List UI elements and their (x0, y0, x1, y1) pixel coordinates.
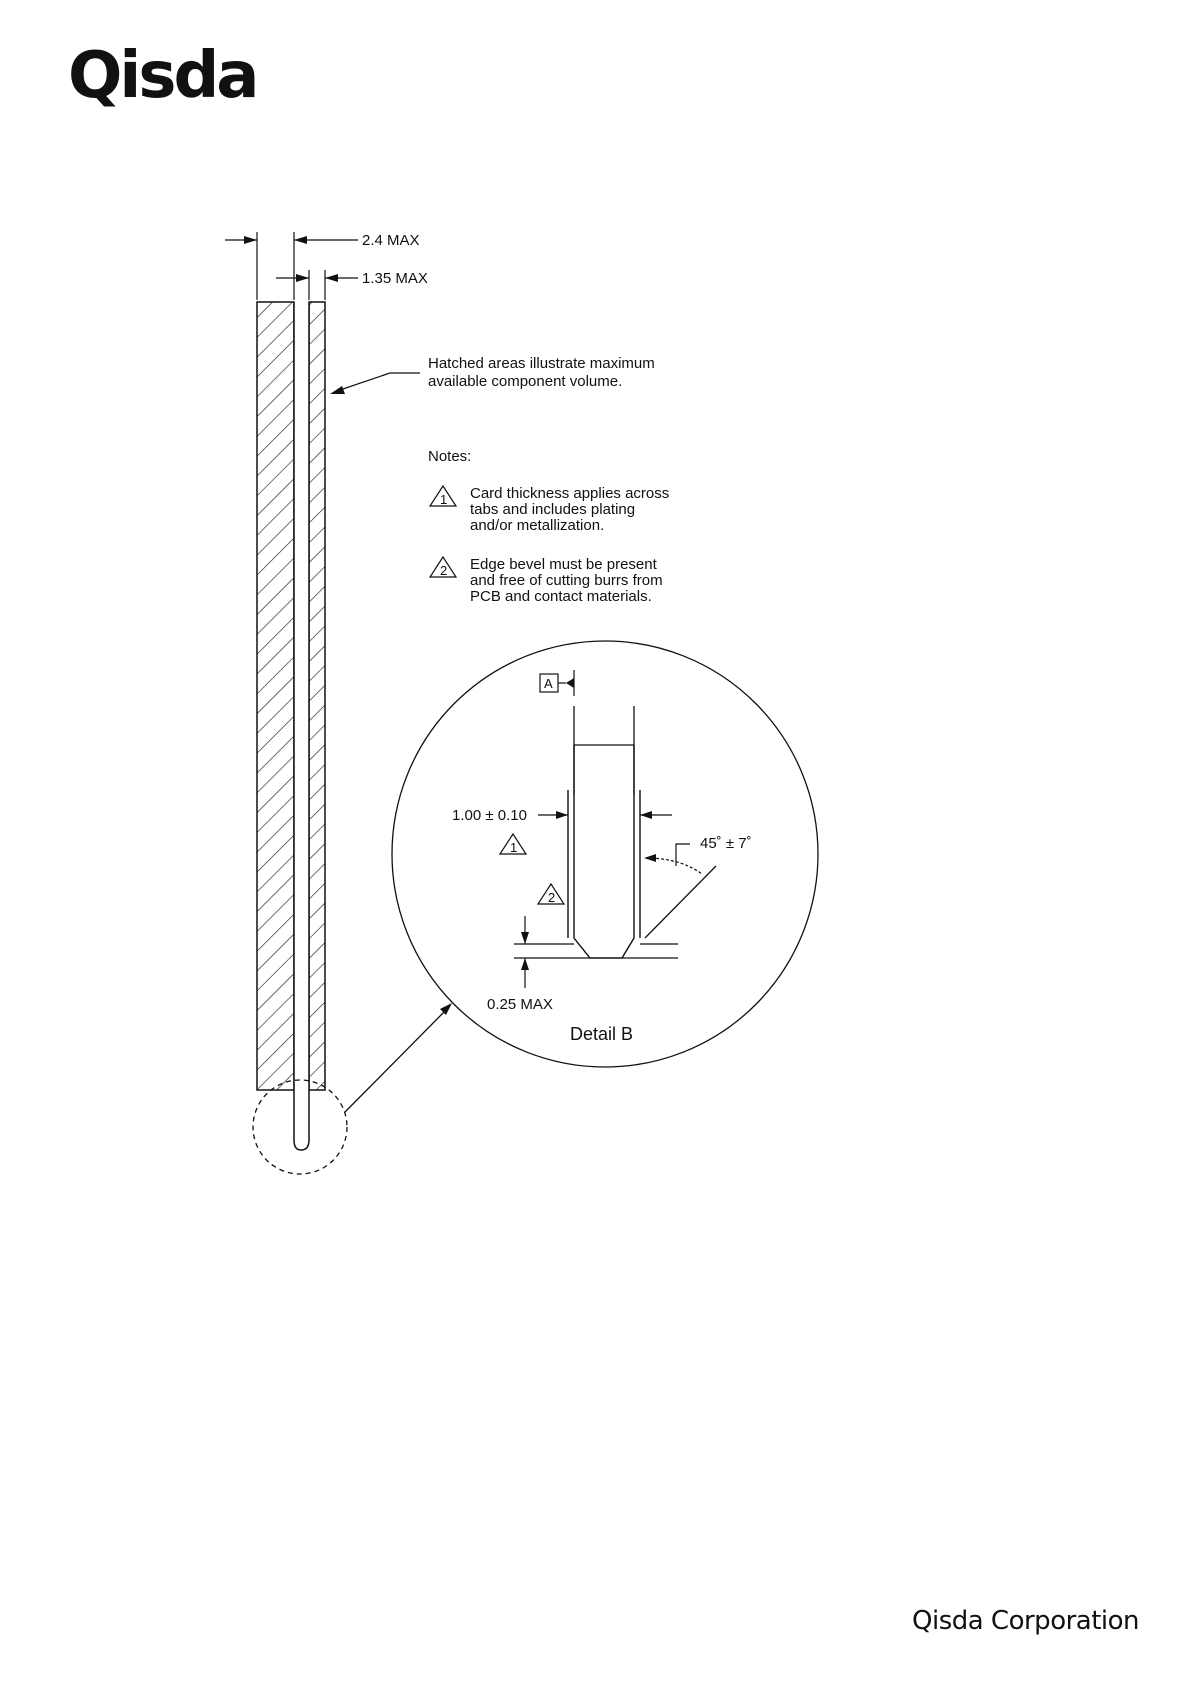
hatched-area-callout (330, 355, 655, 394)
note1-line2: tabs and includes plating (470, 501, 636, 518)
card-thickness-dimension (276, 270, 428, 300)
bevel-depth-label: 0.25 MAX (487, 996, 553, 1013)
svg-text:1: 1 (440, 492, 448, 507)
hatched-component-area-left (257, 302, 294, 1090)
note2-line3: PCB and contact materials. (470, 588, 652, 605)
detail-b-view (392, 641, 818, 1067)
notes-section (428, 448, 669, 605)
detail-leader-line (345, 1003, 452, 1112)
detail-b-title: Detail B (570, 1024, 634, 1044)
pcb-card (294, 302, 309, 1150)
svg-text:1: 1 (510, 840, 518, 855)
svg-text:2: 2 (440, 563, 448, 578)
qisda-logo: Qisda (68, 39, 257, 113)
card-thickness-label: 1.35 MAX (362, 270, 428, 287)
notes-title: Notes: (428, 448, 472, 465)
note2-marker-icon (430, 557, 456, 578)
bevel-angle-label: 45˚ ± 7˚ (700, 835, 752, 852)
note1-line1: Card thickness applies across (470, 485, 670, 502)
svg-text:2: 2 (548, 890, 556, 905)
note2-line2: and free of cutting burrs from (470, 572, 663, 589)
note2-line1: Edge bevel must be present (470, 556, 657, 573)
overall-thickness-dimension (225, 232, 420, 300)
note1-marker-icon (430, 486, 456, 507)
card-side-view (253, 302, 347, 1174)
datum-a-label: A (544, 676, 553, 691)
company-footer: Qisda Corporation (912, 1606, 1140, 1636)
hatched-callout-line2: available component volume. (428, 373, 623, 390)
overall-thickness-label: 2.4 MAX (362, 232, 420, 249)
contact-width-label: 1.00 ± 0.10 (452, 807, 527, 824)
hatched-component-area-right (309, 302, 325, 1090)
note1-line3: and/or metallization. (470, 517, 605, 534)
hatched-callout-line1: Hatched areas illustrate maximum (428, 355, 655, 372)
